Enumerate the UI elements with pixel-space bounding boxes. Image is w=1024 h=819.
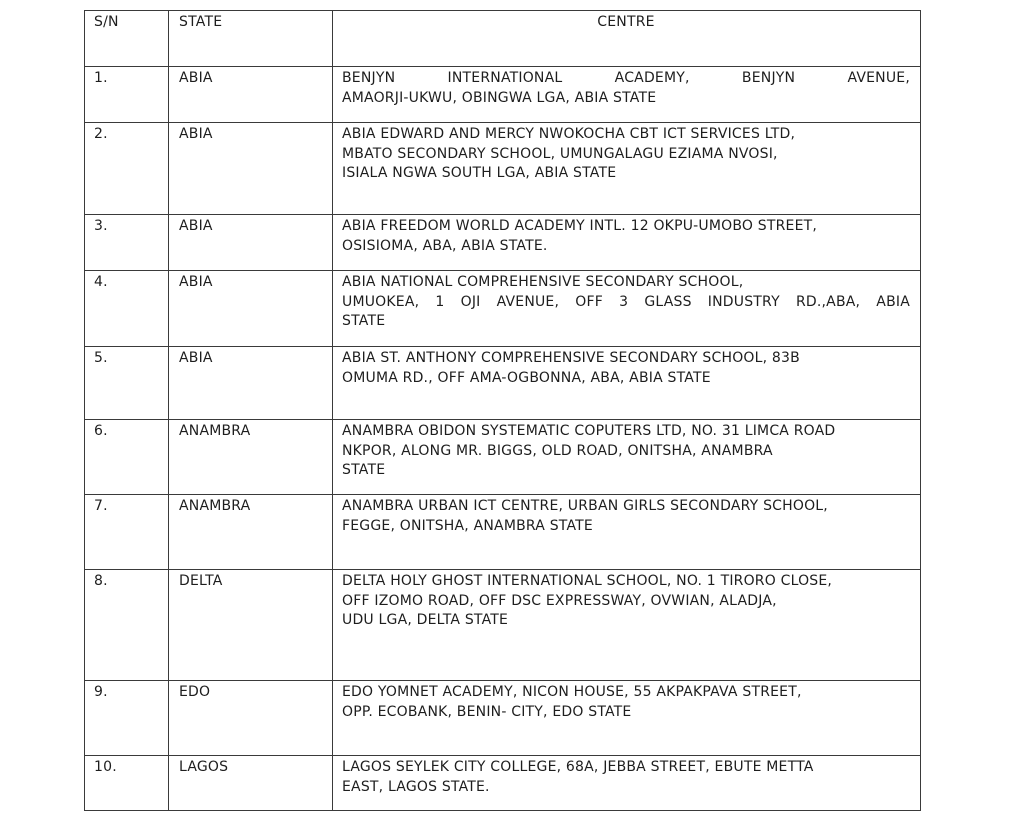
- row-sn: 2.: [85, 123, 169, 215]
- row-sn: 10.: [85, 756, 169, 811]
- header-row: [85, 11, 921, 67]
- row-sn: 6.: [85, 420, 169, 495]
- centre-line: ABIA NATIONAL COMPREHENSIVE SECONDARY SCHOOL,: [342, 274, 744, 290]
- row-sn: 8.: [85, 570, 169, 681]
- row-centre: [333, 495, 921, 570]
- centre-line: ANAMBRA OBIDON SYSTEMATIC COPUTERS LTD, NO. 31 LIMCA ROAD: [342, 423, 836, 439]
- centre-line: ISIALA NGWA SOUTH LGA, ABIA STATE: [342, 165, 617, 181]
- centre-line: EAST, LAGOS STATE.: [342, 778, 490, 795]
- centre-line: OSISIOMA, ABA, ABIA STATE.: [342, 237, 548, 254]
- header-state: STATE: [169, 11, 333, 67]
- centre-line: LAGOS SEYLEK CITY COLLEGE, 68A, JEBBA STREET, EBUTE METTA: [342, 759, 814, 775]
- centre-line: AMAORJI-UKWU, OBINGWA LGA, ABIA STATE: [342, 89, 657, 106]
- table-row: [85, 570, 921, 681]
- centre-line: UDU LGA, DELTA STATE: [342, 612, 509, 628]
- centre-line: STATE: [342, 462, 386, 478]
- centre-line: NKPOR, ALONG MR. BIGGS, OLD ROAD, ONITSHA, ANAMBRA: [342, 442, 773, 459]
- row-sn: 1.: [85, 67, 169, 123]
- table-row: [85, 681, 921, 756]
- row-centre: [333, 67, 921, 123]
- row-state: DELTA: [169, 570, 333, 681]
- centre-line: EDO YOMNET ACADEMY, NICON HOUSE, 55 AKPAKPAVA STREET,: [342, 684, 802, 700]
- table-row: [85, 123, 921, 215]
- row-state: LAGOS: [169, 756, 333, 811]
- row-sn: 7.: [85, 495, 169, 570]
- header-centre: CENTRE: [333, 11, 921, 67]
- centre-line: ABIA EDWARD AND MERCY NWOKOCHA CBT ICT SERVICES LTD,: [342, 126, 796, 142]
- centre-line: MBATO SECONDARY SCHOOL, UMUNGALAGU EZIAMA NVOSI,: [342, 145, 778, 162]
- row-centre: [333, 420, 921, 495]
- table-row: [85, 420, 921, 495]
- row-centre: [333, 756, 921, 811]
- centre-line: FEGGE, ONITSHA, ANAMBRA STATE: [342, 517, 593, 534]
- table-row: [85, 215, 921, 271]
- table-row: [85, 495, 921, 570]
- row-state: ANAMBRA: [169, 495, 333, 570]
- centre-line: STATE: [342, 313, 386, 329]
- centre-line: ANAMBRA URBAN ICT CENTRE, URBAN GIRLS SECONDARY SCHOOL,: [342, 498, 828, 514]
- centre-line: OFF IZOMO ROAD, OFF DSC EXPRESSWAY, OVWIAN, ALADJA,: [342, 592, 777, 609]
- row-centre: [333, 215, 921, 271]
- row-sn: 4.: [85, 271, 169, 347]
- centre-line: UMUOKEA, 1 OJI AVENUE, OFF 3 GLASS INDUSTRY RD.,ABA, ABIA: [342, 293, 910, 310]
- row-state: ABIA: [169, 123, 333, 215]
- row-centre: [333, 123, 921, 215]
- centre-line: ABIA FREEDOM WORLD ACADEMY INTL. 12 OKPU-UMOBO STREET,: [342, 218, 818, 234]
- centre-line: ABIA ST. ANTHONY COMPREHENSIVE SECONDARY SCHOOL, 83B: [342, 350, 800, 366]
- table-row: [85, 756, 921, 811]
- row-centre: [333, 271, 921, 347]
- row-sn: 9.: [85, 681, 169, 756]
- centre-line: BENJYN INTERNATIONAL ACADEMY, BENJYN AVENUE,: [342, 70, 910, 86]
- row-centre: [333, 681, 921, 756]
- header-sn: S/N: [85, 11, 169, 67]
- row-state: ANAMBRA: [169, 420, 333, 495]
- row-state: ABIA: [169, 271, 333, 347]
- centre-line: OPP. ECOBANK, BENIN- CITY, EDO STATE: [342, 703, 632, 720]
- centres-table: [84, 10, 921, 811]
- centre-line: OMUMA RD., OFF AMA-OGBONNA, ABA, ABIA STATE: [342, 369, 711, 386]
- row-centre: [333, 347, 921, 420]
- row-sn: 3.: [85, 215, 169, 271]
- table-row: [85, 67, 921, 123]
- table-row: [85, 271, 921, 347]
- row-centre: [333, 570, 921, 681]
- row-state: ABIA: [169, 67, 333, 123]
- centre-line: DELTA HOLY GHOST INTERNATIONAL SCHOOL, NO. 1 TIRORO CLOSE,: [342, 573, 833, 589]
- row-sn: 5.: [85, 347, 169, 420]
- row-state: ABIA: [169, 215, 333, 271]
- row-state: ABIA: [169, 347, 333, 420]
- table-row: [85, 347, 921, 420]
- row-state: EDO: [169, 681, 333, 756]
